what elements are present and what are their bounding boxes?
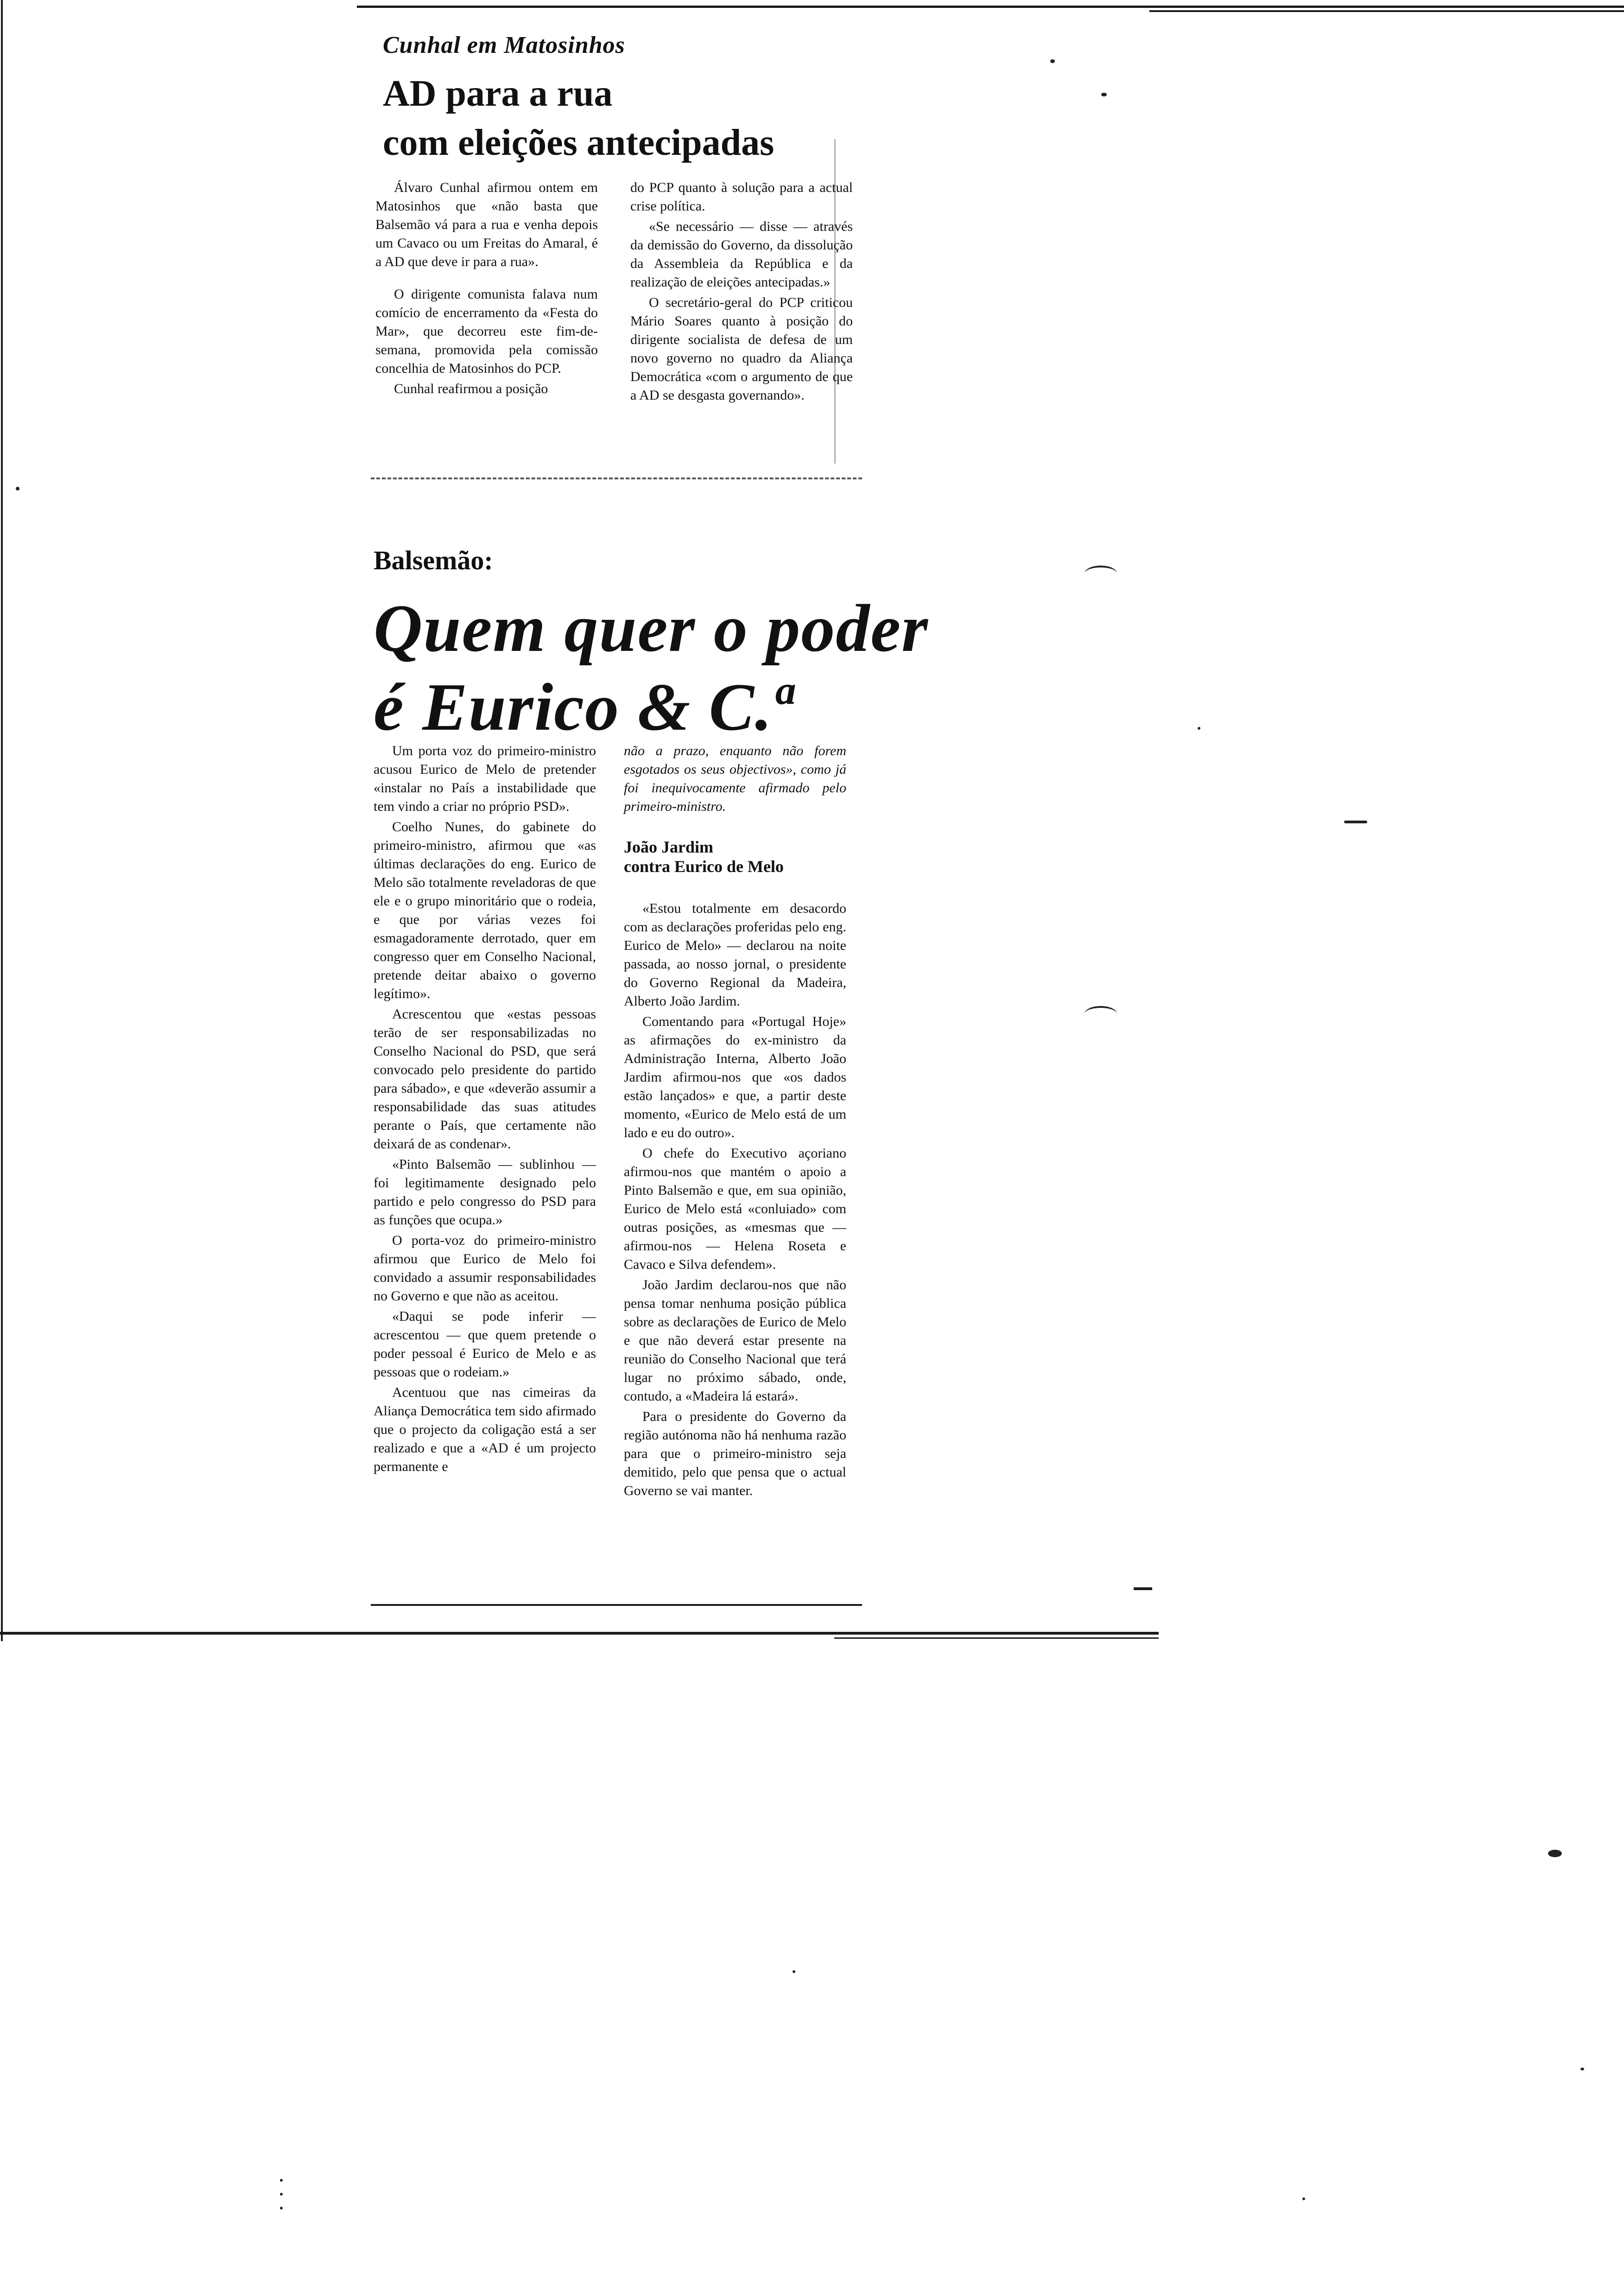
scan-artifact-dash [1134, 1587, 1152, 1590]
scan-artifact-speck [1101, 93, 1107, 96]
scan-artifact-speck [1302, 2197, 1305, 2200]
top-edge-rule-right [1149, 10, 1624, 12]
scan-artifact-speck [280, 2193, 283, 2196]
scan-artifact-speck [16, 487, 19, 490]
article2-paragraph: João Jardim declarou-nos que não pensa tomar nenhuma posição pública sobre as declarações de Eurico de Melo e que não deverá estar presente na reunião do Conselho Nacional que terá lugar no próximo sábado, onde, contudo, a «Madeira lá estará». [624, 1277, 846, 1404]
article1-paragraph: «Se necessário — disse — através da demissão do Governo, da dissolução da Assembleia da República e da realização de eleições antecipadas.» [630, 219, 853, 290]
scan-artifact-arc [1085, 1006, 1117, 1022]
left-edge-rule [1, 0, 3, 1641]
article2-paragraph: «Estou totalmente em desacordo com as declarações proferidas pelo eng. Eurico de Melo» — declarou na noite passada, ao nosso jornal, o presidente do Governo Regional da Madeira, Alberto João Jardim. [624, 901, 846, 1009]
article1-paragraph: Álvaro Cunhal afirmou ontem em Matosinhos que «não basta que Balsemão vá para a rua e venha depois um Cavaco ou um Freitas do Amaral, é a AD que deve ir para a rua». [375, 180, 598, 269]
scan-artifact-speck [280, 2179, 283, 2182]
article1-headline-line2: com eleições antecipadas [383, 122, 774, 163]
article2-bottom-rule [371, 1604, 862, 1606]
scan-artifact-speck [1050, 59, 1055, 63]
article2-paragraph: O chefe do Executivo açoriano afirmou-nos que mantém o apoio a Pinto Balsemão e que, em sua opinião, Eurico de Melo está «conluiado» com outras posições, as «mesmas que — afirmou-nos — Helena Roseta e Cavaco e Silva defendem». [624, 1146, 846, 1272]
article1-paragraph: do PCP quanto à solução para a actual crise política. [630, 180, 853, 214]
article1-paragraph: O dirigente comunista falava num comício de encerramento da «Festa do Mar», que decorreu este fim-de-semana, promovida pela comissão concelhia de Matosinhos do PCP. [375, 286, 598, 376]
article2-subhead-line2: contra Eurico de Melo [624, 857, 784, 876]
article2-headline-line2: é Eurico & C.ª [374, 669, 792, 745]
article1-right-margin-rule [834, 139, 836, 464]
article2-headline-line1: Quem quer o poder [374, 591, 929, 666]
article1-paragraph: Cunhal reafirmou a posição [394, 381, 548, 396]
article2-kicker: Balsemão: [374, 545, 493, 575]
scan-artifact-speck [1580, 2068, 1584, 2070]
article2-paragraph: Comentando para «Portugal Hoje» as afirmações do ex-ministro da Administração Interna, Alberto João Jardim afirmou-nos que «os dados estão lançados» e que, a partir deste momento, «Eurico de Melo está de um lado e eu do outro». [624, 1014, 846, 1140]
article2-paragraph: Acentuou que nas cimeiras da Aliança Democrática tem sido afirmado que o projecto da coligação está a ser realizado e que a «AD é um projecto permanente e [374, 1385, 596, 1474]
article1-bottom-rule [371, 478, 862, 479]
article2-subhead-line1: João Jardim [624, 838, 713, 856]
article2-paragraph: Um porta voz do primeiro-ministro acusou Eurico de Melo de pretender «instalar no País a instabilidade que tem vindo a criar no próprio PSD». [374, 743, 596, 814]
article2-paragraph: Acrescentou que «estas pessoas terão de ser responsabilizadas no Conselho Nacional do PSD, que será convocado pelo presidente do partido para sábado», e que «deverão assumir a responsabilidade das suas atitudes perante o País, que certamente não deixará de as condenar». [374, 1006, 596, 1152]
top-edge-rule [357, 6, 1624, 8]
article2-column-2 [624, 742, 846, 1502]
scan-artifact-speck [1548, 1850, 1562, 1857]
article1-column-2 [630, 178, 853, 407]
article2-paragraph: O porta-voz do primeiro-ministro afirmou que Eurico de Melo foi convidado a assumir responsabilidades no Governo e que não as aceitou. [374, 1233, 596, 1304]
article1-column-1 [375, 178, 598, 400]
article2-column2-intro: não a prazo, enquanto não forem esgotados os seus objectivos», como já foi inequivocamente afirmado pelo primeiro-ministro. [624, 743, 846, 814]
clipping-bottom-rule [0, 1632, 1159, 1635]
scan-artifact-arc [1085, 566, 1117, 581]
clipping-bottom-rule-thin [834, 1637, 1159, 1639]
article2-subhead [624, 837, 846, 876]
article2-column-1 [374, 742, 596, 1478]
scan-artifact-speck [1344, 821, 1367, 823]
article2-paragraph: Para o presidente do Governo da região autónoma não há nenhuma razão para que o primeiro-ministro seja demitido, pelo que pensa que o actual Governo se vai manter. [624, 1409, 846, 1498]
article2-paragraph: «Daqui se pode inferir — acrescentou — que quem pretende o poder pessoal é Eurico de Melo e as pessoas que o rodeiam.» [374, 1309, 596, 1380]
article2-paragraph: Coelho Nunes, do gabinete do primeiro-ministro, afirmou que «as últimas declarações do eng. Eurico de Melo são totalmente reveladoras de que ele e o grupo minoritário que o rodeia, e que por várias vezes foi esmagadoramente derrotado, quer em congresso quer em Conselho Nacional, pretende deitar abaixo o governo legítimo». [374, 819, 596, 1001]
scan-artifact-speck [280, 2207, 283, 2209]
scan-artifact-speck [1198, 727, 1200, 730]
article1-kicker: Cunhal em Matosinhos [383, 32, 625, 58]
scan-artifact-speck [793, 1970, 795, 1973]
article1-paragraph: O secretário-geral do PCP criticou Mário Soares quanto à posição do dirigente socialista de defesa de um novo governo no quadro da Aliança Democrática «com o argumento de que a AD se desgasta governando». [630, 295, 853, 403]
article2-paragraph: «Pinto Balsemão — sublinhou — foi legitimamente designado pelo partido e pelo congresso do PSD para as funções que ocupa.» [374, 1157, 596, 1228]
article1-headline-line1: AD para a rua [383, 73, 613, 114]
